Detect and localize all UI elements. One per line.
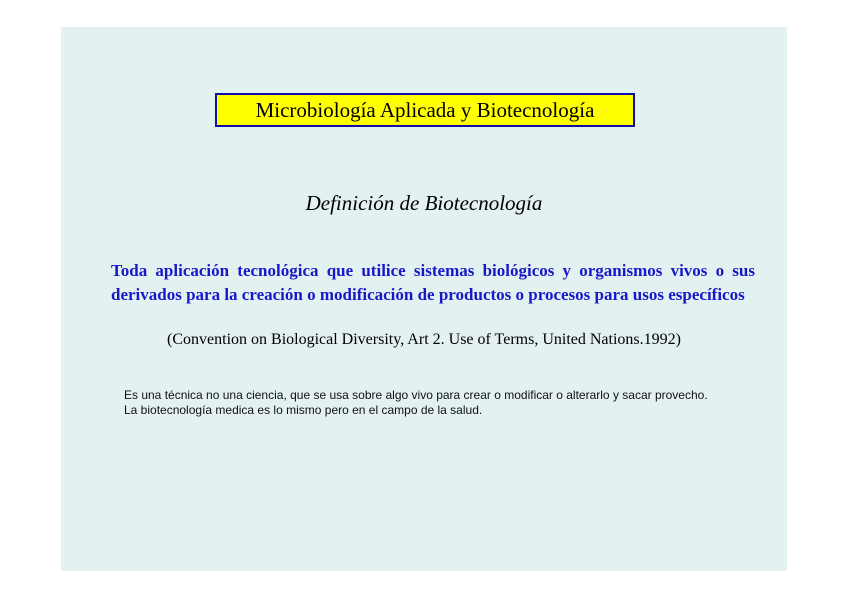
definition-text: Toda aplicación tecnológica que utilice sistemas biológicos y organismos vivos o sus derivados para la creación o modificación de productos o procesos para usos específicos — [111, 261, 755, 304]
notes-block — [124, 388, 724, 418]
citation-text: (Convention on Biological Diversity, Art 2. Use of Terms, United Nations.1992) — [167, 331, 681, 348]
slide-subtitle: Definición de Biotecnología — [305, 191, 543, 215]
note-line: Es una técnica no una ciencia, que se usa sobre algo vivo para crear o modificar o alterarlo y sacar provecho. — [124, 388, 708, 402]
note-line: La biotecnología medica es lo mismo pero en el campo de la salud. — [124, 403, 483, 417]
slide-title: Microbiología Aplicada y Biotecnología — [215, 93, 635, 127]
